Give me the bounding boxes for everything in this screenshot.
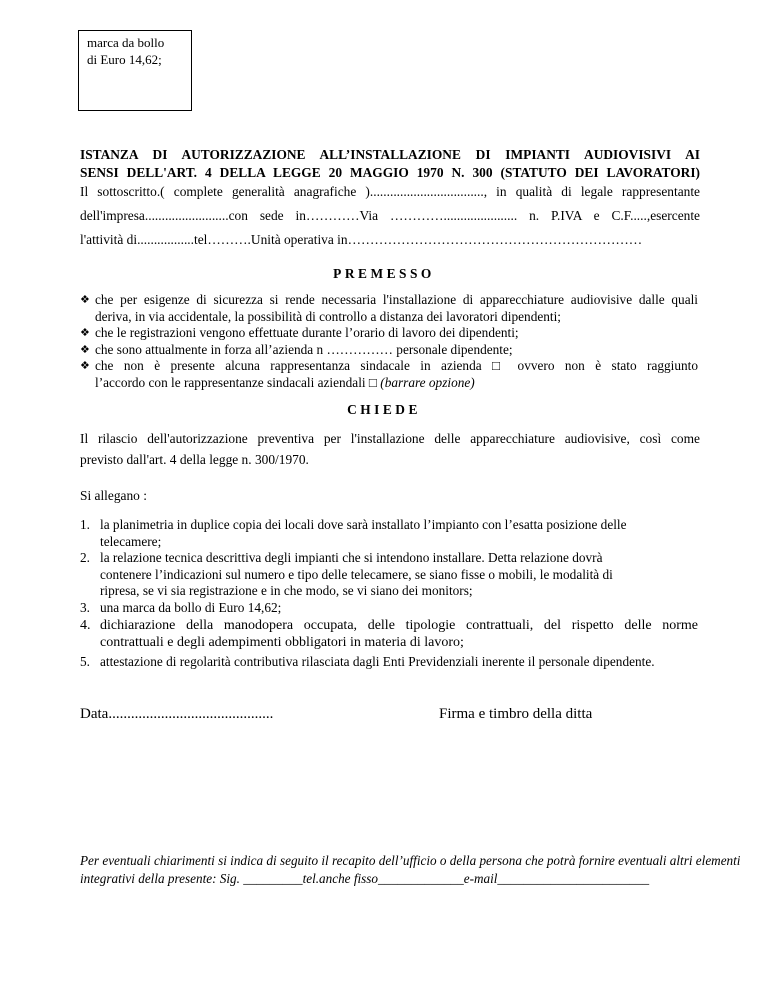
bullet-line: che sono attualmente in forza all’azienda n …………… personale dipendente;: [95, 341, 513, 357]
list-item: [80, 617, 698, 651]
list-item: [80, 325, 698, 342]
document-title: [80, 146, 700, 182]
bullet-line: [95, 375, 698, 392]
diamond-bullet-icon: ❖: [80, 359, 90, 373]
allegati-list: [80, 517, 698, 670]
diamond-bullet-icon: ❖: [80, 293, 90, 306]
list-line: una marca da bollo di Euro 14,62;: [100, 599, 282, 615]
list-line: la planimetria in duplice copia dei locali dove sarà installato l’impianto con l’esatta posizione delle: [100, 517, 627, 532]
title-line1: ISTANZA DI AUTORIZZAZIONE ALL’INSTALLAZIONE DI IMPIANTI AUDIOVISIVI AI: [80, 147, 700, 162]
chiede-line2: previsto dall'art. 4 della legge n. 300/1970.: [80, 452, 309, 467]
list-line: telecamere;: [100, 533, 162, 549]
stamp-text-line1: marca da bollo: [87, 35, 165, 50]
intro-line2: dell'impresa.........................con sede in…………Via …………...................... n. P.IVA e C.F.....,esercente: [80, 208, 700, 223]
list-number: 4.: [80, 617, 91, 633]
list-line: attestazione di regolarità contributiva rilasciata dagli Enti Previdenziali inerente il personale dipendente.: [100, 653, 655, 669]
option-note: (barrare opzione): [380, 374, 475, 390]
premesso-list: [80, 292, 698, 392]
contact-note: [0, 852, 768, 888]
list-number: 1.: [80, 517, 90, 532]
diamond-bullet-icon: ❖: [80, 342, 90, 356]
bullet-line: che le registrazioni vengono effettuate durante l’orario di lavoro dei dipendenti;: [95, 325, 519, 341]
bullet-line-text: l’accordo con le rappresentanze sindacali aziendali □: [95, 374, 377, 390]
list-item: [80, 600, 698, 617]
chiede-heading: CHIEDE: [347, 402, 421, 417]
list-line: dichiarazione della manodopera occupata, delle tipologie contrattuali, del rispetto delle norme: [100, 617, 698, 633]
list-item: [80, 517, 698, 550]
list-item: [80, 654, 698, 671]
note-line2: integrativi della presente: Sig. _________tel.anche fisso_____________e-mail_______________________: [80, 871, 650, 886]
date-field: Data............................................: [80, 706, 274, 722]
intro-line3: l'attività di.................tel……….Unità operativa in…………………………………………………………: [80, 232, 643, 247]
list-line: la relazione tecnica descrittiva degli impianti che si intendono installare. Detta relazione dovrà: [100, 550, 603, 566]
note-line1: Per eventuali chiarimenti si indica di seguito il recapito dell’ufficio o della persona che potrà fornire eventuali altri elementi: [80, 853, 741, 868]
list-number: 2.: [80, 550, 90, 566]
stamp-box: [78, 30, 192, 111]
bullet-line: che per esigenze di sicurezza si rende necessaria l'installazione di apparecchiature audiovisive dalle quali: [95, 292, 698, 307]
list-line: ripresa, se vi sia registrazione e in che modo, se vi siano dei monitors;: [100, 583, 473, 599]
list-line: contrattuali e degli adempimenti obbligatori in materia di lavoro;: [100, 634, 464, 650]
allegati-label: Si allegano :: [80, 488, 147, 503]
diamond-bullet-icon: ❖: [80, 326, 90, 340]
premesso-heading: PREMESSO: [333, 266, 435, 281]
list-item: [80, 358, 698, 391]
bullet-line: deriva, in via accidentale, la possibilità di controllo a distanza dei lavoratori dipendenti;: [95, 308, 561, 324]
chiede-paragraph: [80, 428, 700, 470]
signature-label: Firma e timbro della ditta: [439, 706, 593, 722]
bullet-line: che non è presente alcuna rappresentanza sindacale in azienda □ ovvero non è stato raggiunto: [95, 358, 698, 374]
list-number: 5.: [80, 653, 90, 669]
chiede-line1: Il rilascio dell'autorizzazione preventiva per l'installazione delle apparecchiature audiovisive, così come: [80, 431, 700, 446]
intro-line1: Il sottoscritto.( complete generalità anagrafiche ).................................., in qualità di legale rappresentante: [80, 184, 700, 199]
list-item: [80, 292, 698, 325]
list-item: [80, 550, 698, 600]
list-item: [80, 342, 698, 359]
list-line: contenere l’indicazioni sul numero e tipo delle telecamere, se siano fisse o mobili, le modalità di: [100, 566, 613, 582]
list-number: 3.: [80, 599, 90, 615]
title-line2: SENSI DELL'ART. 4 DELLA LEGGE 20 MAGGIO 1970 N. 300 (STATUTO DEI LAVORATORI): [80, 165, 700, 180]
stamp-text-line2: di Euro 14,62;: [87, 52, 162, 67]
